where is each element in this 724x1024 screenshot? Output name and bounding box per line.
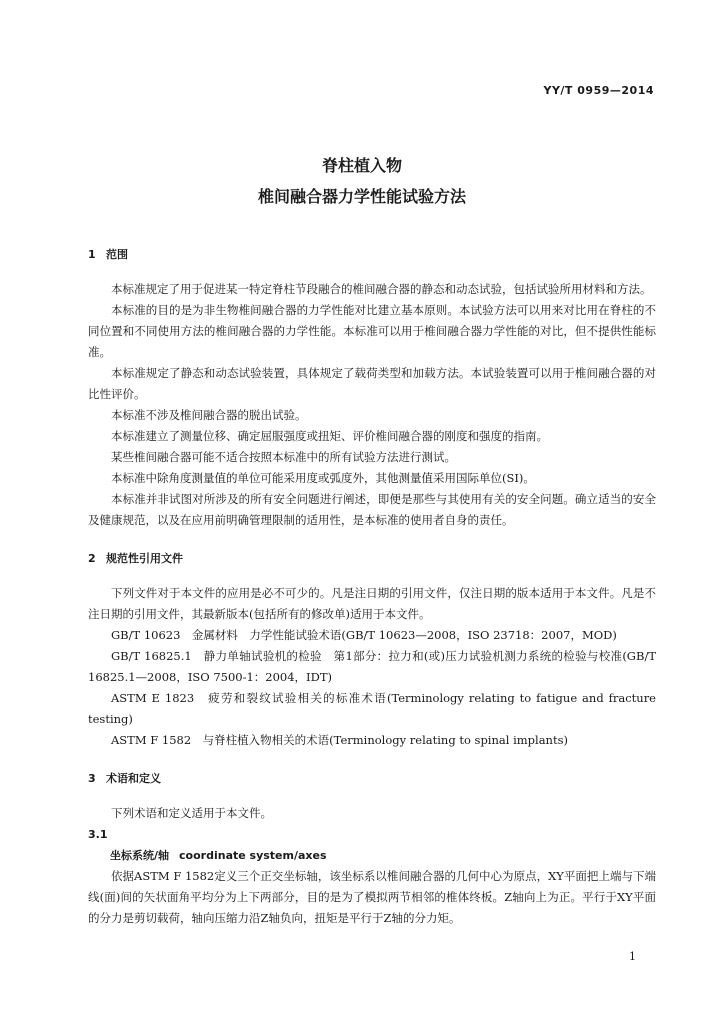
paragraph: 某些椎间融合器可能不适合按照本标准中的所有试验方法进行测试。 <box>111 450 456 464</box>
reference-item: GB/T 10623 金属材料 力学性能试验术语(GB/T 10623—2008，ISO 23718：2007，MOD) <box>111 628 617 642</box>
paragraph: 下列术语和定义适用于本文件。 <box>111 806 272 820</box>
paragraph: 本标准中除角度测量值的单位可能采用度或弧度外，其他测量值采用国际单位(SI)。 <box>111 471 535 485</box>
reference-item: ASTM F 1582 与脊柱植入物相关的术语(Terminology relating to spinal implants) <box>111 733 568 747</box>
section-heading-terms-definitions <box>88 768 656 789</box>
paragraph: 本标准的目的是为非生物椎间融合器的力学性能对比建立基本原则。本试验方法可以用来对比用在脊柱的不同位置和不同使用方法的椎间融合器的力学性能。本标准可以用于椎间融合器力学性能的对比，但不提供性能标准。 <box>88 303 656 359</box>
subsection-number: 3.1 <box>88 828 108 841</box>
section-title: 规范性引用文件 <box>106 552 183 565</box>
section-heading-normative-references <box>88 548 656 569</box>
paragraph: 本标准规定了用于促进某一特定脊柱节段融合的椎间融合器的静态和动态试验，包括试验所用材料和方法。 <box>111 282 652 296</box>
paragraph: 本标准建立了测量位移、确定屈服强度或扭矩、评价椎间融合器的刚度和强度的指南。 <box>111 429 548 443</box>
term-entry <box>88 845 656 866</box>
paragraph: 本标准规定了静态和动态试验装置，具体规定了载荷类型和加载方法。本试验装置可以用于椎间融合器的对比性评价。 <box>88 366 656 401</box>
section-heading-scope <box>88 244 656 265</box>
term-english: coordinate system/axes <box>179 849 327 862</box>
document-body <box>88 244 656 929</box>
section-number: 3 <box>88 772 96 785</box>
paragraph: 下列文件对于本文件的应用是必不可少的。凡是注日期的引用文件，仅注日期的版本适用于本文件。凡是不注日期的引用文件，其最新版本(包括所有的修改单)适用于本文件。 <box>88 586 656 621</box>
paragraph: 本标准不涉及椎间融合器的脱出试验。 <box>111 408 307 422</box>
reference-item: ASTM E 1823 疲劳和裂纹试验相关的标准术语(Terminology relating to fatigue and fracture testing) <box>88 691 656 726</box>
section-number: 2 <box>88 552 96 565</box>
term-chinese: 坐标系统/轴 <box>110 849 170 862</box>
reference-item: GB/T 16825.1 静力单轴试验机的检验 第1部分：拉力和(或)压力试验机测力系统的检验与校准(GB/T 16825.1—2008，ISO 7500-1：2004，IDT) <box>88 649 656 684</box>
section-title: 术语和定义 <box>106 772 161 785</box>
standard-number: YY/T 0959—2014 <box>543 84 654 97</box>
section-title: 范围 <box>106 248 128 261</box>
section-number: 1 <box>88 248 96 261</box>
page-number: 1 <box>629 950 636 963</box>
paragraph: 本标准并非试图对所涉及的所有安全问题进行阐述，即便是那些与其使用有关的安全问题。确立适当的安全及健康规范，以及在应用前明确管理限制的适用性，是本标准的使用者自身的责任。 <box>88 492 656 527</box>
document-title-line2: 椎间融合器力学性能试验方法 <box>257 187 466 206</box>
term-definition: 依据ASTM F 1582定义三个正交坐标轴，该坐标系以椎间融合器的几何中心为原点，XY平面把上端与下端线(面)间的矢状面角平均分为上下两部分，目的是为了模拟两节相邻的椎体终板。Z轴向上为正。平行于XY平面的分力是剪切载荷，轴向压缩力沿Z轴负向，扭矩是平行于Z轴的分力矩。 <box>88 869 656 925</box>
document-title-line1: 脊柱植入物 <box>321 156 402 175</box>
